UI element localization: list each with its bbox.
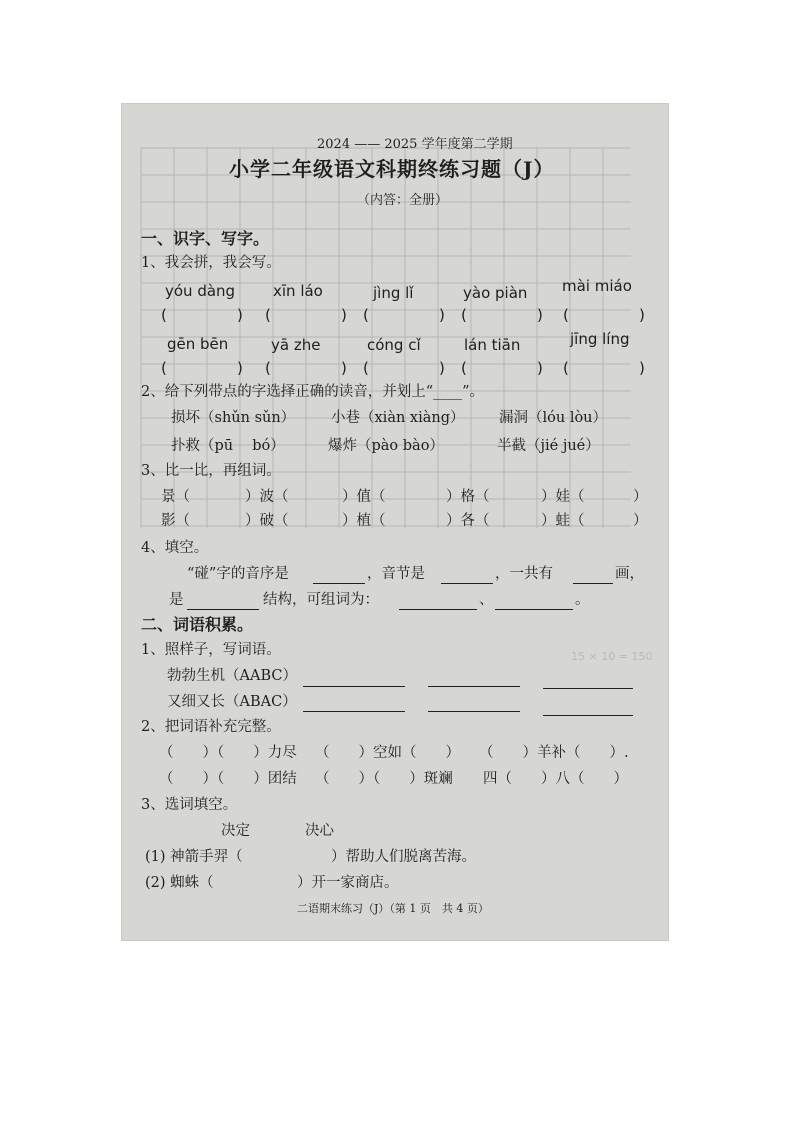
open-paren: ( xyxy=(563,306,569,324)
compare-cell: ）格（ xyxy=(446,489,490,505)
fill-text: “碰”字的音序是 xyxy=(187,566,289,582)
pinyin-item: mài miáo xyxy=(562,277,632,295)
section-2-heading: 二、词语积累。 xyxy=(141,615,254,634)
page-footer: 二语期末练习（J）（第 1 页 共 4 页） xyxy=(297,902,489,915)
compare-cell: ） xyxy=(633,489,648,505)
blank-line[interactable] xyxy=(543,688,633,689)
fill-text: ，音节是 xyxy=(367,566,425,582)
open-paren: ( xyxy=(461,359,467,377)
reading-choice[interactable]: 扑救（pū bó） xyxy=(171,438,285,454)
open-paren: ( xyxy=(461,306,467,324)
idiom-fill[interactable]: （ ）（ ）团结 xyxy=(159,771,297,787)
close-paren: ) xyxy=(439,359,445,377)
open-paren: ( xyxy=(563,359,569,377)
close-paren: ) xyxy=(537,359,543,377)
pinyin-item: gēn bēn xyxy=(167,335,229,353)
q1-label: 1、我会拼，我会写。 xyxy=(141,255,281,271)
close-paren: ) xyxy=(439,306,445,324)
fill-text: 画， xyxy=(615,566,644,582)
pinyin-item: yóu dàng xyxy=(165,282,236,300)
fill-text: 、 xyxy=(479,592,494,608)
compare-cell: ）蛙（ xyxy=(541,513,585,529)
fill-text: 是 xyxy=(169,592,184,608)
open-paren: ( xyxy=(265,306,271,324)
worksheet-page xyxy=(121,103,669,941)
sentence-text: ）开一家商店。 xyxy=(297,875,399,891)
close-paren: ) xyxy=(537,306,543,324)
close-paren: ) xyxy=(639,359,645,377)
compare-cell: 影（ xyxy=(161,513,190,529)
q2-label: 2、给下列带点的字选择正确的读音，并划上“____”。 xyxy=(141,384,485,400)
word-pattern: 又细又长（ABAC） xyxy=(167,694,297,710)
s2-q1-label: 1、照样子，写词语。 xyxy=(141,642,281,658)
close-paren: ) xyxy=(639,306,645,324)
blank-line[interactable] xyxy=(187,609,259,610)
idiom-fill[interactable]: （ ）空如（ ） xyxy=(315,745,460,761)
pinyin-item: xīn láo xyxy=(273,282,323,300)
sentence-text: ）帮助人们脱离苦海。 xyxy=(331,849,476,865)
page-title: 小学二年级语文科期终练习题（J） xyxy=(229,157,555,181)
s2-q2-label: 2、把词语补充完整。 xyxy=(141,719,281,735)
pinyin-item: yā zhe xyxy=(271,336,321,354)
school-year-line: 2024 —— 2025 学年度第二学期 xyxy=(317,137,513,152)
bleed-through-text: 15 × 10 = 150 xyxy=(571,650,653,663)
fill-text: ，一共有 xyxy=(495,566,553,582)
blank-line[interactable] xyxy=(428,686,520,687)
word-choice: 决心 xyxy=(305,823,334,839)
sentence-text: (2) 蜘蛛（ xyxy=(145,875,214,891)
open-paren: ( xyxy=(363,306,369,324)
blank-line[interactable] xyxy=(543,715,633,716)
compare-cell: ）各（ xyxy=(446,513,490,529)
q4-label: 4、填空。 xyxy=(141,540,209,556)
pinyin-item: lán tiān xyxy=(464,336,521,354)
reading-choice[interactable]: 损坏（shǔn sǔn） xyxy=(171,410,296,426)
close-paren: ) xyxy=(237,359,243,377)
idiom-fill[interactable]: 四（ ）八（ ） xyxy=(483,771,628,787)
compare-cell: ）值（ xyxy=(342,489,386,505)
blank-line[interactable] xyxy=(303,711,405,712)
pinyin-item: jīng líng xyxy=(570,330,630,348)
blank-line[interactable] xyxy=(303,686,405,687)
answer-parens-row[interactable] xyxy=(161,306,645,328)
idiom-fill[interactable]: （ ）（ ）斑斓 xyxy=(315,771,453,787)
compare-cell: 景（ xyxy=(161,489,190,505)
blank-line[interactable] xyxy=(573,583,613,584)
idiom-fill[interactable]: （ ）（ ）力尽 xyxy=(159,745,297,761)
blank-line[interactable] xyxy=(399,609,477,610)
q3-label: 3、比一比，再组词。 xyxy=(141,463,281,479)
s2-q3-label: 3、选词填空。 xyxy=(141,797,238,813)
compare-cell: ） xyxy=(633,513,648,529)
close-paren: ) xyxy=(341,306,347,324)
close-paren: ) xyxy=(237,306,243,324)
sentence-text: (1) 神箭手羿（ xyxy=(145,849,243,865)
fill-text: 。 xyxy=(575,592,590,608)
open-paren: ( xyxy=(265,359,271,377)
blank-line[interactable] xyxy=(313,583,365,584)
compare-cell: ）娃（ xyxy=(541,489,585,505)
pinyin-item: cóng cǐ xyxy=(367,336,421,354)
exam-scope: （内答：全册） xyxy=(357,193,449,208)
compare-cell: ）植（ xyxy=(342,513,386,529)
answer-parens-row[interactable] xyxy=(161,359,645,381)
section-1-heading: 一、识字、写字。 xyxy=(141,229,270,248)
reading-choice[interactable]: 漏洞（lóu lòu） xyxy=(499,410,608,426)
open-paren: ( xyxy=(161,306,167,324)
idiom-fill[interactable]: （ ）羊补（ ）. xyxy=(479,745,629,761)
word-choice: 决定 xyxy=(221,823,250,839)
open-paren: ( xyxy=(161,359,167,377)
reading-choice[interactable]: 爆炸（pào bào） xyxy=(328,438,444,454)
pinyin-item: yào piàn xyxy=(463,284,528,302)
compare-cell: ）破（ xyxy=(245,513,289,529)
fill-text: 结构，可组词为： xyxy=(263,592,379,608)
close-paren: ) xyxy=(341,359,347,377)
blank-line[interactable] xyxy=(495,609,573,610)
open-paren: ( xyxy=(363,359,369,377)
pinyin-item: jìng lǐ xyxy=(373,284,414,302)
word-pattern: 勃勃生机（AABC） xyxy=(167,668,297,684)
blank-line[interactable] xyxy=(428,711,520,712)
blank-line[interactable] xyxy=(441,583,493,584)
reading-choice[interactable]: 半截（jié jué） xyxy=(497,438,600,454)
compare-cell: ）波（ xyxy=(245,489,289,505)
reading-choice[interactable]: 小巷（xiàn xiàng） xyxy=(331,410,465,426)
